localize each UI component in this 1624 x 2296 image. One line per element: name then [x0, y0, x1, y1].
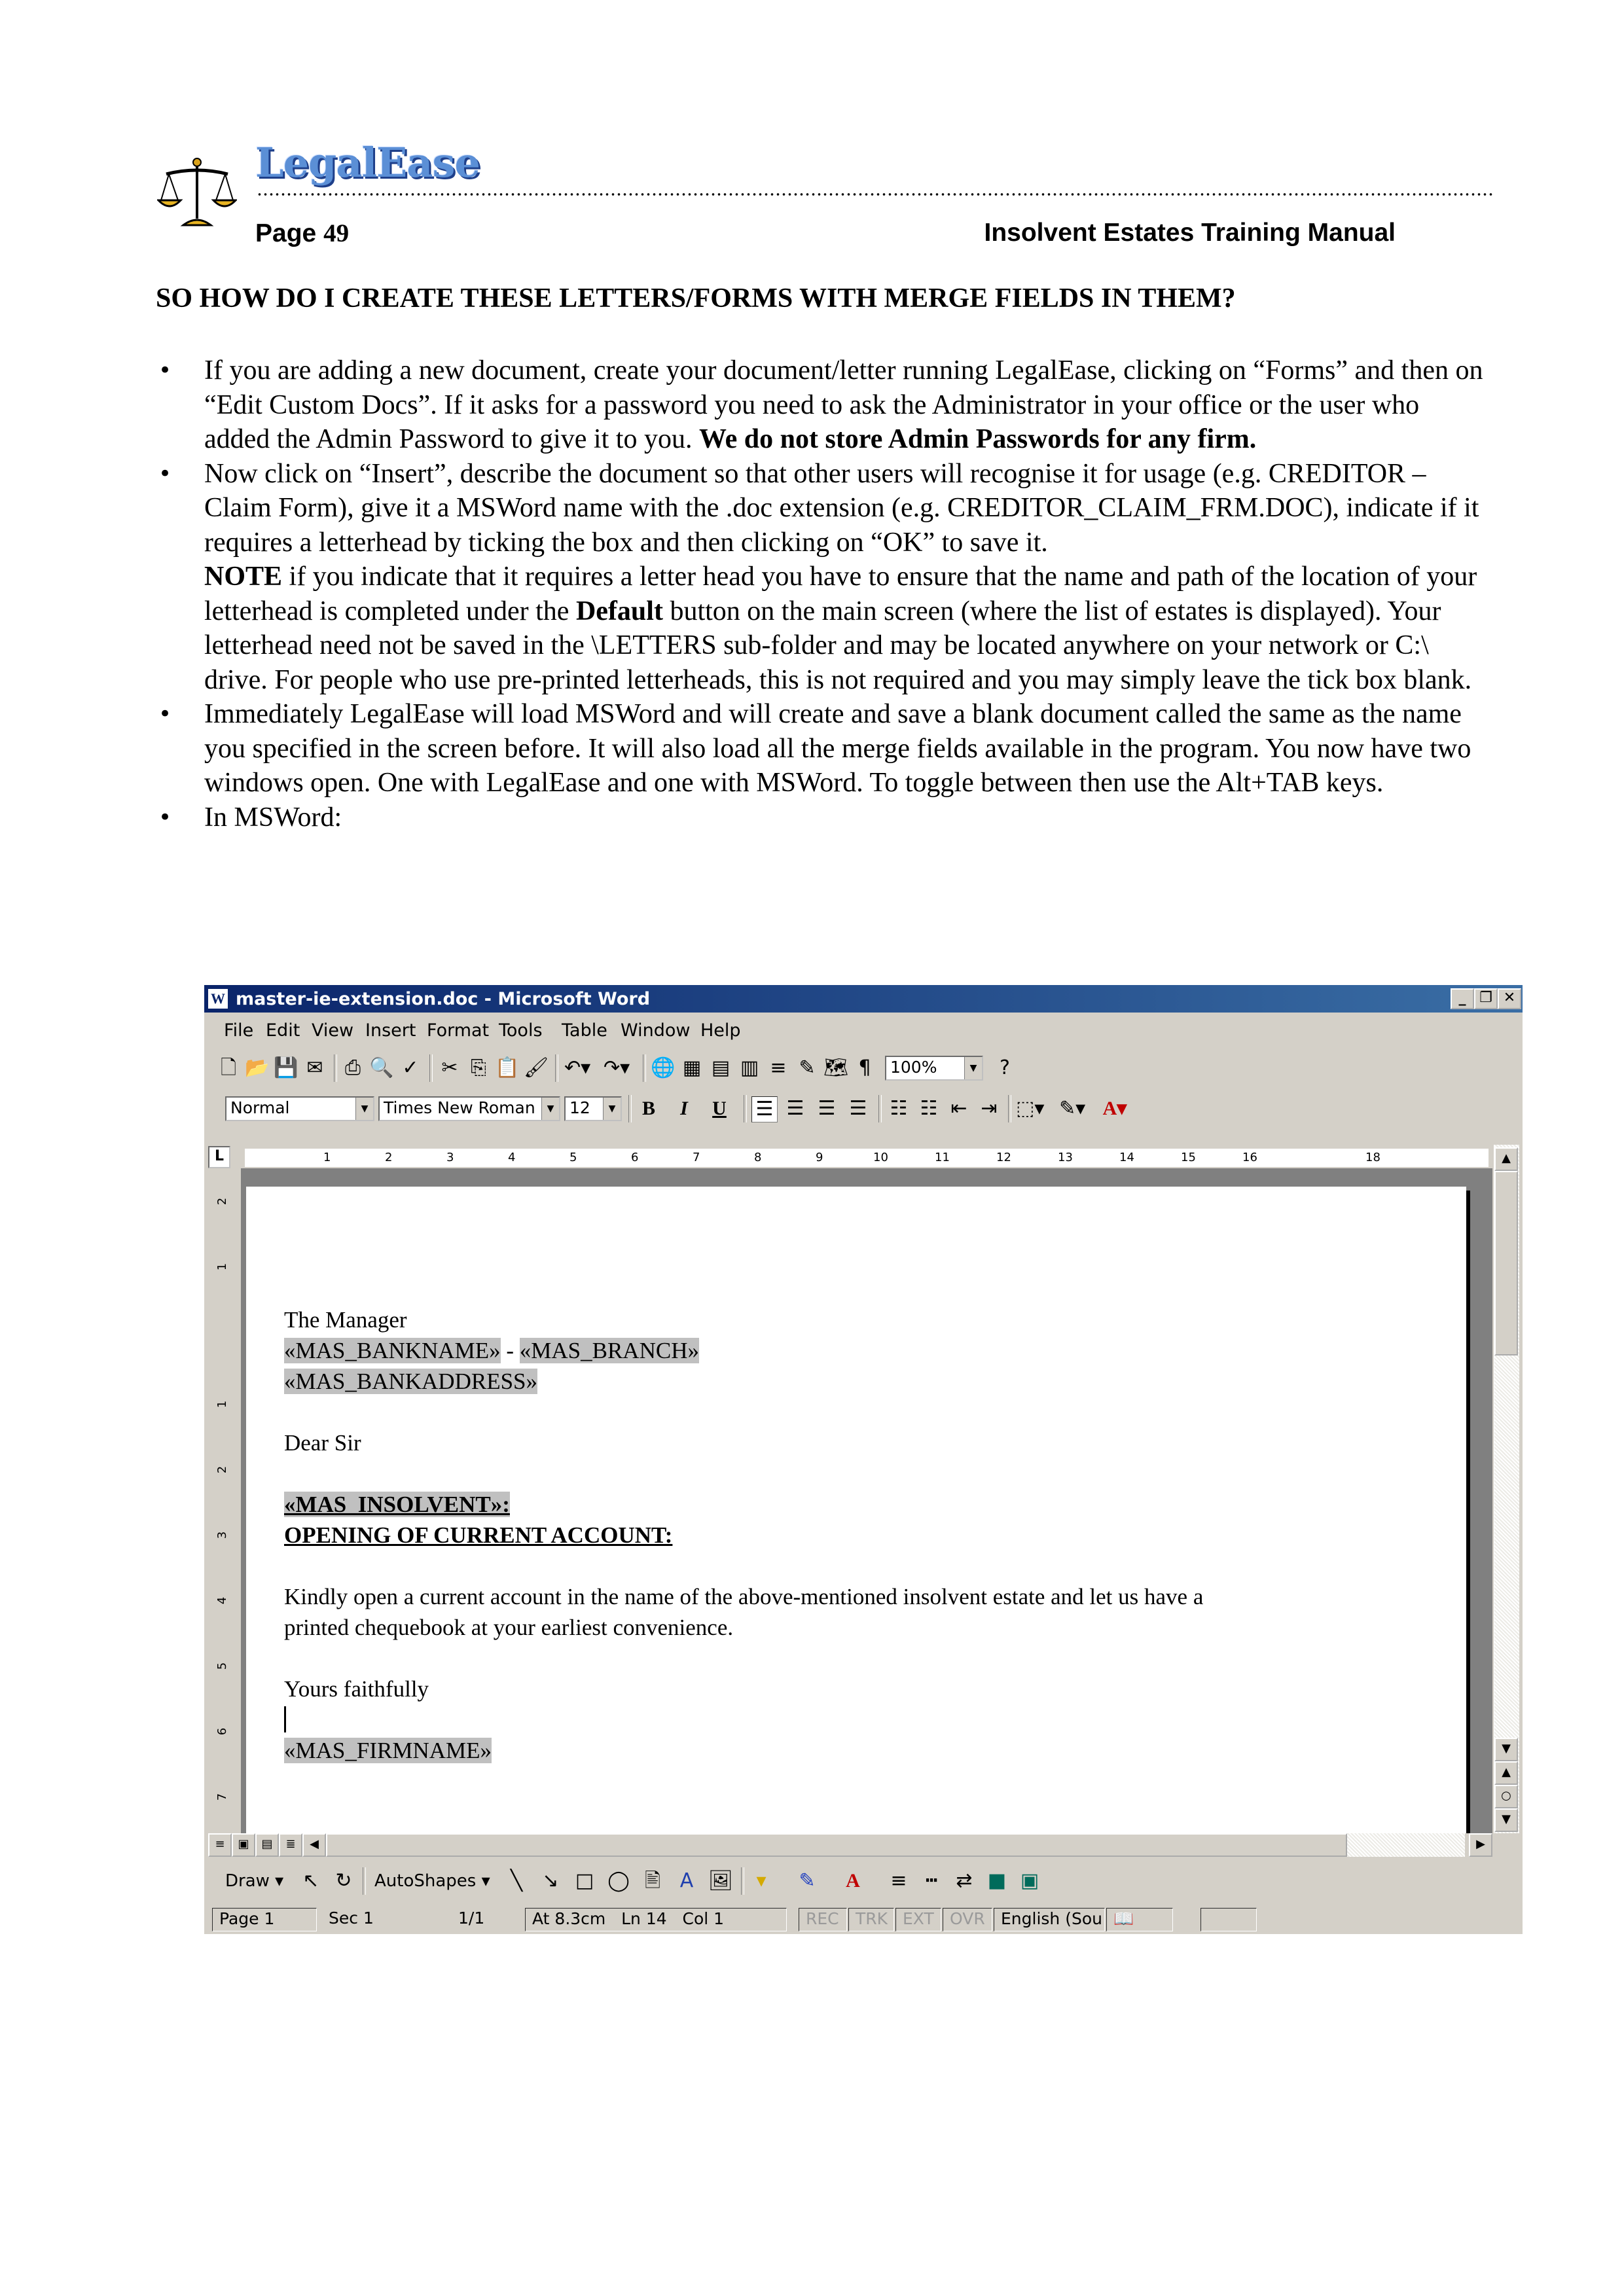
- document-area[interactable]: [241, 1168, 1492, 1833]
- recipient-line: The Manager: [284, 1307, 407, 1333]
- rectangle-icon[interactable]: □: [575, 1869, 594, 1892]
- previous-page-icon[interactable]: ▲: [1494, 1761, 1518, 1785]
- document-map-icon[interactable]: 🗺: [823, 1056, 849, 1079]
- merge-field: «MAS_BANKNAME»: [284, 1338, 501, 1363]
- scroll-thumb[interactable]: [1494, 1171, 1518, 1355]
- insert-table-icon[interactable]: ▤: [711, 1056, 731, 1079]
- merge-field: «MAS_BRANCH»: [519, 1338, 699, 1363]
- draw-font-color-icon[interactable]: A: [846, 1870, 860, 1892]
- status-pages: 1/1: [458, 1909, 485, 1928]
- scroll-down-icon[interactable]: ▼: [1494, 1738, 1518, 1761]
- list-item: • Immediately LegalEase will load MSWord and will create and save a blank document called the same as the name you specified in the screen before. It will also load all the merge fields available in the program. You now have two windows open. One with LegalEase and one with MSWord. To toggle between then use the Alt+TAB keys.: [156, 697, 1485, 800]
- window-title: master-ie-extension.doc - Microsoft Word: [236, 989, 651, 1009]
- scroll-up-icon[interactable]: ▲: [1494, 1147, 1518, 1171]
- tab-selector[interactable]: L: [208, 1146, 230, 1168]
- line-icon[interactable]: ╲: [510, 1869, 523, 1892]
- italic-button[interactable]: I: [680, 1098, 688, 1119]
- scroll-left-icon[interactable]: ◀: [302, 1833, 326, 1857]
- tables-borders-icon[interactable]: ▦: [682, 1056, 702, 1079]
- restore-button[interactable]: ❐: [1474, 988, 1498, 1009]
- insert-excel-icon[interactable]: ▥: [740, 1056, 759, 1079]
- menu-window[interactable]: Window: [621, 1020, 691, 1041]
- vertical-scrollbar[interactable]: [1494, 1145, 1519, 1833]
- text-box-icon[interactable]: 🖹: [644, 1869, 661, 1892]
- print-icon[interactable]: ⎙: [345, 1056, 361, 1079]
- horizontal-scrollbar[interactable]: [208, 1833, 1492, 1857]
- justify-icon[interactable]: ☰: [849, 1097, 867, 1120]
- align-left-icon[interactable]: ☰: [751, 1096, 778, 1122]
- merge-field: «MAS_INSOLVENT»:: [284, 1492, 510, 1517]
- legalease-logo: LegalEase: [255, 139, 480, 187]
- style-select[interactable]: Normal ▼: [225, 1096, 374, 1121]
- borders-icon[interactable]: ⬚▾: [1016, 1097, 1045, 1120]
- dash-style-icon[interactable]: ┅: [925, 1869, 938, 1892]
- free-rotate-icon[interactable]: ↻: [335, 1869, 352, 1892]
- redo-icon[interactable]: ↷▾: [604, 1056, 630, 1079]
- paste-icon[interactable]: 📋: [495, 1056, 520, 1079]
- line-color-icon[interactable]: ✎: [799, 1869, 816, 1892]
- page-number: Page 49: [255, 219, 350, 247]
- browse-object-icon[interactable]: ○: [1494, 1785, 1518, 1808]
- bold-button[interactable]: B: [641, 1098, 655, 1119]
- menu-bar: [204, 1014, 1523, 1044]
- increase-indent-icon[interactable]: ⇥: [981, 1097, 998, 1120]
- new-document-icon[interactable]: 🗋: [220, 1056, 237, 1079]
- instruction-list: [156, 353, 1485, 834]
- spelling-icon[interactable]: ✓: [402, 1056, 419, 1079]
- word-app-icon[interactable]: W: [208, 989, 228, 1009]
- decrease-indent-icon[interactable]: ⇤: [950, 1097, 967, 1120]
- header-dotted-rule: [257, 192, 1494, 196]
- scroll-right-icon[interactable]: ▶: [1469, 1833, 1492, 1857]
- align-center-icon[interactable]: ☰: [786, 1097, 804, 1120]
- hyperlink-icon[interactable]: 🌐: [651, 1056, 676, 1079]
- fill-color-icon[interactable]: ▾: [756, 1869, 767, 1892]
- spelling-status-icon[interactable]: 📖: [1106, 1908, 1173, 1931]
- manual-title: Insolvent Estates Training Manual: [984, 219, 1396, 247]
- show-hide-icon[interactable]: ¶: [858, 1056, 871, 1079]
- hscroll-thumb[interactable]: [326, 1833, 1347, 1857]
- status-language[interactable]: English (Sou: [994, 1908, 1105, 1931]
- list-item: • In MSWord:: [156, 800, 1485, 835]
- list-item: • Now click on “Insert”, describe the document so that other users will recognise it for usage (e.g. CREDITOR – Claim Form), give it a MSWord name with the .doc extension (e.g. CREDITOR_CLAIM_FRM.DOC), indicate if it requires a letterhead by ticking the box and then clicking on “OK” to save it. NOTE if you indicate that it requires a letter head you have to ensure that the name and path of the location of your letterhead is completed under the Default button on the main screen (where the list of estates is displayed). Your letterhead need not be saved in the \LETTERS sub-folder and may be located anywhere on your network or C:\ drive. For people who use pre-printed letterheads, this is not required and you may simply leave the tick box blank.: [156, 457, 1485, 698]
- status-trk[interactable]: TRK: [848, 1908, 894, 1931]
- salutation: Dear Sir: [284, 1430, 361, 1456]
- closing-line: Yours faithfully: [284, 1676, 429, 1702]
- bullets-icon[interactable]: ☷: [920, 1097, 938, 1120]
- ruler-scale: 1 2 3 4 5 6 7 8 9 10 11 12 13 14 15 16 18: [245, 1149, 1489, 1167]
- drawing-icon[interactable]: ✎: [799, 1056, 816, 1079]
- line-style-icon[interactable]: ≡: [890, 1869, 907, 1892]
- menu-table[interactable]: Table: [562, 1020, 607, 1041]
- menu-insert[interactable]: Insert: [365, 1020, 416, 1041]
- body-line: printed chequebook at your earliest convenience.: [284, 1615, 734, 1640]
- drawing-toolbar: [208, 1862, 1519, 1899]
- help-icon[interactable]: ?: [1000, 1056, 1010, 1079]
- oval-icon[interactable]: ◯: [607, 1869, 630, 1892]
- numbering-icon[interactable]: ☷: [890, 1097, 908, 1120]
- merge-field: «MAS_FIRMNAME»: [284, 1738, 492, 1763]
- horizontal-ruler[interactable]: [208, 1145, 1519, 1168]
- formatting-toolbar: [208, 1090, 1519, 1128]
- outline-view-icon[interactable]: ≣: [279, 1833, 302, 1857]
- status-blank: [1200, 1908, 1257, 1931]
- cut-icon[interactable]: ✂: [441, 1056, 458, 1079]
- web-layout-icon[interactable]: ▣: [232, 1833, 255, 1857]
- draw-menu-button[interactable]: Draw ▾: [225, 1871, 284, 1891]
- text-cursor: [284, 1706, 286, 1732]
- copy-icon[interactable]: ⎘: [471, 1056, 486, 1079]
- section-heading: SO HOW DO I CREATE THESE LETTERS/FORMS WITH MERGE FIELDS IN THEM?: [156, 283, 1236, 314]
- msword-window: [204, 985, 1523, 1934]
- autoshapes-menu-button[interactable]: AutoShapes ▾: [374, 1871, 490, 1891]
- font-size-select[interactable]: 12 ▼: [564, 1096, 622, 1121]
- 3d-icon[interactable]: ▣: [1020, 1869, 1039, 1892]
- subject-line: OPENING OF CURRENT ACCOUNT:: [284, 1522, 673, 1548]
- underline-button[interactable]: U: [712, 1098, 727, 1119]
- status-ext[interactable]: EXT: [895, 1908, 941, 1931]
- scales-logo-icon: [157, 154, 237, 232]
- undo-icon[interactable]: ↶▾: [564, 1056, 591, 1079]
- align-right-icon[interactable]: ☰: [818, 1097, 836, 1120]
- shadow-icon[interactable]: ■: [987, 1869, 1007, 1892]
- zoom-select[interactable]: 100% ▼: [885, 1056, 983, 1081]
- print-preview-icon[interactable]: 🔍: [369, 1056, 394, 1079]
- merge-field: «MAS_BANKADDRESS»: [284, 1369, 538, 1394]
- status-bar: [204, 1904, 1523, 1934]
- clip-art-icon[interactable]: 🖼: [708, 1869, 734, 1892]
- body-line: Kindly open a current account in the name of the above-mentioned insolvent estate and let us have a: [284, 1584, 1204, 1609]
- bank-line: «MAS_BANKNAME» - «MAS_BRANCH»: [284, 1338, 699, 1363]
- save-icon[interactable]: 💾: [274, 1056, 298, 1079]
- print-layout-icon[interactable]: ▤: [255, 1833, 279, 1857]
- close-button[interactable]: ✕: [1498, 988, 1521, 1009]
- font-select[interactable]: Times New Roman ▼: [378, 1096, 560, 1121]
- select-objects-icon[interactable]: ↖: [302, 1869, 319, 1892]
- status-page: Page 1: [212, 1908, 317, 1931]
- document-page[interactable]: [246, 1187, 1466, 1841]
- arrow-icon[interactable]: ↘: [542, 1869, 559, 1892]
- open-folder-icon[interactable]: 📂: [245, 1056, 270, 1079]
- list-item: • If you are adding a new document, create your document/letter running LegalEase, clicking on “Forms” and then on “Edit Custom Docs”. If it asks for a password you need to ask the Administrator in your office or the user who added the Admin Password to give it to you. We do not store Admin Passwords for any firm.: [156, 353, 1485, 457]
- menu-format[interactable]: Format: [427, 1020, 490, 1041]
- status-ovr[interactable]: OVR: [943, 1908, 992, 1931]
- menu-edit[interactable]: Edit: [266, 1020, 300, 1041]
- vertical-ruler[interactable]: 2 1 1 2 3 4 5 6 7: [215, 1181, 234, 1829]
- wordart-icon[interactable]: A: [679, 1869, 694, 1892]
- columns-icon[interactable]: ≡: [770, 1056, 787, 1079]
- window-titlebar[interactable]: [204, 985, 1523, 1013]
- font-color-icon[interactable]: A▾: [1102, 1098, 1127, 1119]
- next-page-icon[interactable]: ▼: [1494, 1808, 1518, 1832]
- menu-help[interactable]: Help: [700, 1020, 741, 1041]
- arrow-style-icon[interactable]: ⇄: [956, 1869, 973, 1892]
- format-painter-icon[interactable]: 🖌: [524, 1056, 549, 1079]
- email-icon[interactable]: ✉: [306, 1056, 323, 1079]
- menu-view[interactable]: View: [312, 1020, 354, 1041]
- status-position: At 8.3cm Ln 14 Col 1: [525, 1908, 787, 1931]
- menu-file[interactable]: File: [224, 1020, 254, 1041]
- standard-toolbar: [208, 1049, 1519, 1087]
- menu-tools[interactable]: Tools: [499, 1020, 543, 1041]
- status-sec: Sec 1: [329, 1909, 374, 1928]
- highlight-icon[interactable]: ✎▾: [1059, 1097, 1086, 1120]
- minimize-button[interactable]: _: [1451, 988, 1474, 1009]
- status-rec[interactable]: REC: [799, 1908, 847, 1931]
- normal-view-icon[interactable]: ≡: [208, 1833, 232, 1857]
